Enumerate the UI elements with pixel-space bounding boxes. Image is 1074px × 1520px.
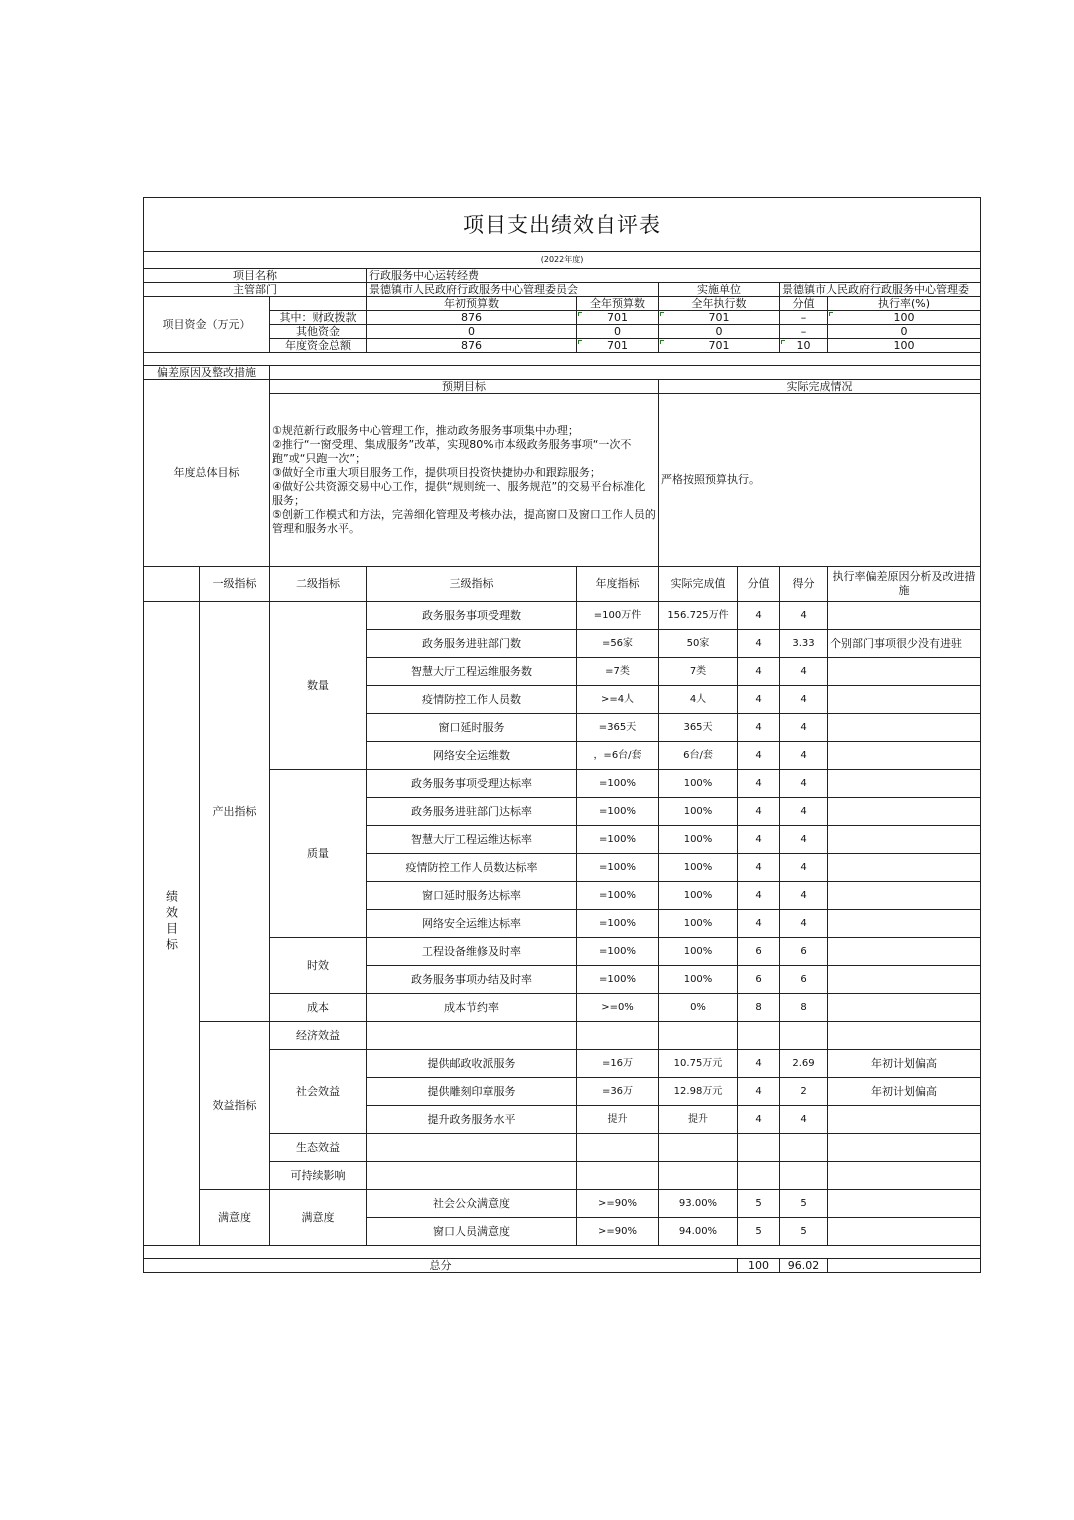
level1-satisfaction: 满意度 xyxy=(200,1190,270,1246)
level2-sustainable: 可持续影响 xyxy=(270,1162,367,1190)
indicator-actual xyxy=(659,1022,738,1050)
indicator-note xyxy=(828,1022,981,1050)
indicator-actual: 7类 xyxy=(659,658,738,686)
funds-cell: 100 xyxy=(828,339,981,353)
indicator-target: =100% xyxy=(577,910,659,938)
indicator-score: 5 xyxy=(738,1190,780,1218)
level2-quality: 质量 xyxy=(270,770,367,938)
expected-goal-line: ③做好全市重大项目服务工作，提供项目投资快捷协办和跟踪服务； xyxy=(272,466,601,479)
indicator-score: 4 xyxy=(738,1106,780,1134)
indicator-score: 4 xyxy=(738,826,780,854)
indicator-score: 4 xyxy=(738,910,780,938)
indicator-score: 4 xyxy=(738,1078,780,1106)
level1-output: 产出指标 xyxy=(200,602,270,1022)
indicator-actual: 4人 xyxy=(659,686,738,714)
expected-header: 预期目标 xyxy=(270,380,659,394)
indicator-score: 4 xyxy=(738,742,780,770)
expected-goal-line: ⑤创新工作模式和方法，完善细化管理及考核办法，提高窗口及窗口工作人员的管理和服务水平。 xyxy=(272,508,656,535)
funds-cell xyxy=(828,311,981,325)
funds-header: 全年预算数 xyxy=(577,297,659,311)
indicator-name: 政务服务事项办结及时率 xyxy=(367,966,577,994)
project-name-label: 项目名称 xyxy=(144,269,367,283)
indicator-actual: 100% xyxy=(659,938,738,966)
level2-ecological: 生态效益 xyxy=(270,1134,367,1162)
level1-benefit: 效益指标 xyxy=(200,1022,270,1190)
indicator-score: 4 xyxy=(738,714,780,742)
indicator-got xyxy=(780,1022,828,1050)
indicator-actual: 6台/套 xyxy=(659,742,738,770)
indicator-note xyxy=(828,910,981,938)
actual-header: 实际完成情况 xyxy=(659,380,981,394)
indicator-score: 4 xyxy=(738,882,780,910)
indicator-name: 网络安全运维数 xyxy=(367,742,577,770)
indicator-actual: 100% xyxy=(659,966,738,994)
indicator-target: =100万件 xyxy=(577,602,659,630)
indicator-got: 4 xyxy=(780,826,828,854)
indicator-header-blank xyxy=(144,567,200,602)
indicator-target: =100% xyxy=(577,938,659,966)
indicator-score: 6 xyxy=(738,938,780,966)
indicator-note xyxy=(828,1218,981,1246)
evaluation-table xyxy=(143,197,981,1273)
funds-row-label: 其中：财政拨款 xyxy=(270,311,367,325)
indicator-target: =16万 xyxy=(577,1050,659,1078)
deviation-label: 偏差原因及整改措施 xyxy=(144,366,270,380)
impl-label: 实施单位 xyxy=(659,283,780,297)
indicator-target: =100% xyxy=(577,770,659,798)
indicator-note: 年初计划偏高 xyxy=(828,1050,981,1078)
indicator-score: 4 xyxy=(738,798,780,826)
indicator-target: =100% xyxy=(577,798,659,826)
funds-row-label: 其他资金 xyxy=(270,325,367,339)
indicator-name: 窗口人员满意度 xyxy=(367,1218,577,1246)
indicator-target: >=0% xyxy=(577,994,659,1022)
indicator-header: 年度指标 xyxy=(577,567,659,602)
funds-cell: 701 xyxy=(659,311,780,325)
indicator-target: >=90% xyxy=(577,1218,659,1246)
indicator-note: 个别部门事项很少没有进驻 xyxy=(828,630,981,658)
indicator-actual: 提升 xyxy=(659,1106,738,1134)
indicator-header: 得分 xyxy=(780,567,828,602)
indicator-score: 6 xyxy=(738,966,780,994)
indicator-got: 4 xyxy=(780,882,828,910)
indicator-actual: 365天 xyxy=(659,714,738,742)
indicator-target: =365天 xyxy=(577,714,659,742)
indicator-actual: 100% xyxy=(659,770,738,798)
impl-name: 景德镇市人民政府行政服务中心管理委 xyxy=(780,283,981,297)
indicator-got: 4 xyxy=(780,1106,828,1134)
actual-result-text: 严格按照预算执行。 xyxy=(659,394,981,567)
evaluation-sheet xyxy=(143,197,980,1273)
perf-goal-side-label xyxy=(144,602,200,1246)
funds-cell: 876 xyxy=(367,311,577,325)
indicator-actual: 10.75万元 xyxy=(659,1050,738,1078)
goals-label: 年度总体目标 xyxy=(144,380,270,567)
deviation-value xyxy=(270,366,981,380)
indicator-target: =56家 xyxy=(577,630,659,658)
indicator-header: 分值 xyxy=(738,567,780,602)
indicator-score: 4 xyxy=(738,1050,780,1078)
indicator-note xyxy=(828,686,981,714)
indicator-name: 疫情防控工作人员数达标率 xyxy=(367,854,577,882)
indicator-name: 政务服务进驻部门数 xyxy=(367,630,577,658)
indicator-note xyxy=(828,1134,981,1162)
indicator-name: 窗口延时服务达标率 xyxy=(367,882,577,910)
total-score: 100 xyxy=(738,1259,780,1273)
project-name: 行政服务中心运转经费 xyxy=(367,269,981,283)
indicator-name: 智慧大厅工程运维服务数 xyxy=(367,658,577,686)
indicator-note xyxy=(828,1190,981,1218)
indicator-score xyxy=(738,1022,780,1050)
indicator-name: 政务服务进驻部门达标率 xyxy=(367,798,577,826)
level2-timeliness: 时效 xyxy=(270,938,367,994)
indicator-score: 4 xyxy=(738,630,780,658)
indicator-note xyxy=(828,966,981,994)
indicator-got xyxy=(780,1134,828,1162)
indicator-got xyxy=(780,1162,828,1190)
funds-cell: 0 xyxy=(367,325,577,339)
funds-row-label: 年度资金总额 xyxy=(270,339,367,353)
funds-header xyxy=(828,297,981,311)
spacer-row xyxy=(144,353,981,366)
indicator-note xyxy=(828,602,981,630)
indicator-name: 网络安全运维达标率 xyxy=(367,910,577,938)
indicator-note xyxy=(828,854,981,882)
indicator-got: 4 xyxy=(780,910,828,938)
indicator-got: 4 xyxy=(780,742,828,770)
total-note xyxy=(828,1259,981,1273)
dept-label: 主管部门 xyxy=(144,283,367,297)
indicator-got: 4 xyxy=(780,602,828,630)
indicator-target xyxy=(577,1022,659,1050)
indicator-actual: 100% xyxy=(659,826,738,854)
indicator-got: 2.69 xyxy=(780,1050,828,1078)
expected-goals-text xyxy=(270,394,659,567)
level2-economic: 经济效益 xyxy=(270,1022,367,1050)
indicator-name: 提供邮政收派服务 xyxy=(367,1050,577,1078)
funds-cell: 701 xyxy=(659,339,780,353)
indicator-actual: 0% xyxy=(659,994,738,1022)
spacer-row xyxy=(144,1246,981,1259)
indicator-note xyxy=(828,658,981,686)
perf-goal-side-text: 绩效目标 xyxy=(164,890,179,954)
indicator-actual: 100% xyxy=(659,854,738,882)
indicator-name xyxy=(367,1134,577,1162)
indicator-note xyxy=(828,714,981,742)
indicator-note: 年初计划偏高 xyxy=(828,1078,981,1106)
year-label: (2022年度) xyxy=(144,252,981,269)
funds-cell: 0 xyxy=(577,325,659,339)
indicator-name: 政务服务事项受理数 xyxy=(367,602,577,630)
indicator-target: =7类 xyxy=(577,658,659,686)
indicator-actual: 93.00% xyxy=(659,1190,738,1218)
indicator-note xyxy=(828,938,981,966)
indicator-target: 提升 xyxy=(577,1106,659,1134)
indicator-got: 2 xyxy=(780,1078,828,1106)
indicator-name: 提供雕刻印章服务 xyxy=(367,1078,577,1106)
indicator-got: 6 xyxy=(780,938,828,966)
indicator-target: =100% xyxy=(577,882,659,910)
total-got: 96.02 xyxy=(780,1259,828,1273)
indicator-name: 疫情防控工作人员数 xyxy=(367,686,577,714)
indicator-got: 4 xyxy=(780,798,828,826)
indicator-name: 智慧大厅工程运维达标率 xyxy=(367,826,577,854)
expected-goals-lines xyxy=(272,424,656,536)
indicator-note xyxy=(828,742,981,770)
funds-cell: – xyxy=(780,325,828,339)
indicator-actual: 94.00% xyxy=(659,1218,738,1246)
indicator-actual: 100% xyxy=(659,910,738,938)
indicator-name xyxy=(367,1162,577,1190)
indicator-target: >=4人 xyxy=(577,686,659,714)
funds-header: 全年执行数 xyxy=(659,297,780,311)
indicator-got: 5 xyxy=(780,1190,828,1218)
indicator-note xyxy=(828,770,981,798)
indicator-got: 4 xyxy=(780,686,828,714)
indicator-got: 3.33 xyxy=(780,630,828,658)
indicator-got: 4 xyxy=(780,854,828,882)
indicator-got: 5 xyxy=(780,1218,828,1246)
indicator-name: 政务服务事项受理达标率 xyxy=(367,770,577,798)
indicator-score xyxy=(738,1162,780,1190)
indicator-score: 4 xyxy=(738,658,780,686)
indicator-header: 执行率偏差原因分析及改进措施 xyxy=(828,567,981,602)
expected-goal-line: ①规范新行政服务中心管理工作，推动政务服务事项集中办理； xyxy=(272,424,579,437)
indicator-header: 三级指标 xyxy=(367,567,577,602)
indicator-got: 6 xyxy=(780,966,828,994)
expected-goal-line: ②推行“一窗受理、集成服务”改革，实现80%市本级政务服务事项“一次不跑”或“只跑一次”； xyxy=(272,438,632,465)
level2-cost: 成本 xyxy=(270,994,367,1022)
funds-label: 项目资金（万元） xyxy=(144,297,270,353)
funds-header: 年初预算数 xyxy=(367,297,577,311)
funds-header-blank xyxy=(270,297,367,311)
funds-cell-rate: 100 xyxy=(893,310,915,324)
total-label: 总分 xyxy=(144,1259,738,1273)
indicator-actual xyxy=(659,1134,738,1162)
indicator-got: 4 xyxy=(780,658,828,686)
indicator-target: =36万 xyxy=(577,1078,659,1106)
funds-header-rate: 执行率(%) xyxy=(878,296,931,310)
indicator-name: 窗口延时服务 xyxy=(367,714,577,742)
indicator-header: 二级指标 xyxy=(270,567,367,602)
indicator-note xyxy=(828,826,981,854)
indicator-actual: 50家 xyxy=(659,630,738,658)
indicator-target: >=90% xyxy=(577,1190,659,1218)
funds-cell: 876 xyxy=(367,339,577,353)
indicator-score: 4 xyxy=(738,602,780,630)
indicator-name xyxy=(367,1022,577,1050)
indicator-score: 8 xyxy=(738,994,780,1022)
level2-social: 社会效益 xyxy=(270,1050,367,1134)
indicator-note xyxy=(828,1106,981,1134)
indicator-target xyxy=(577,1162,659,1190)
indicator-target: =100% xyxy=(577,826,659,854)
indicator-target: =100% xyxy=(577,854,659,882)
funds-cell: 10 xyxy=(780,339,828,353)
indicator-score xyxy=(738,1134,780,1162)
funds-cell: 701 xyxy=(577,339,659,353)
indicator-got: 4 xyxy=(780,770,828,798)
indicator-actual: 100% xyxy=(659,882,738,910)
indicator-score: 4 xyxy=(738,770,780,798)
indicator-note xyxy=(828,882,981,910)
indicator-target: ，=6台/套 xyxy=(577,742,659,770)
indicator-name: 提升政务服务水平 xyxy=(367,1106,577,1134)
indicator-name: 成本节约率 xyxy=(367,994,577,1022)
funds-cell: – xyxy=(780,311,828,325)
indicator-header: 一级指标 xyxy=(200,567,270,602)
page-title: 项目支出绩效自评表 xyxy=(144,198,981,252)
indicator-score: 5 xyxy=(738,1218,780,1246)
indicator-actual: 100% xyxy=(659,798,738,826)
indicator-name: 社会公众满意度 xyxy=(367,1190,577,1218)
indicator-actual: 12.98万元 xyxy=(659,1078,738,1106)
funds-cell: 0 xyxy=(828,325,981,339)
expected-goal-line: ④做好公共资源交易中心工作，提供“规则统一、服务规范”的交易平台标准化服务； xyxy=(272,480,646,507)
indicator-score: 4 xyxy=(738,686,780,714)
indicator-name: 工程设备维修及时率 xyxy=(367,938,577,966)
indicator-target xyxy=(577,1134,659,1162)
indicator-header: 实际完成值 xyxy=(659,567,738,602)
funds-cell: 701 xyxy=(577,311,659,325)
indicator-note xyxy=(828,798,981,826)
indicator-note xyxy=(828,994,981,1022)
indicator-score: 4 xyxy=(738,854,780,882)
indicator-got: 8 xyxy=(780,994,828,1022)
indicator-note xyxy=(828,1162,981,1190)
indicator-actual xyxy=(659,1162,738,1190)
level2-quantity: 数量 xyxy=(270,602,367,770)
indicator-actual: 156.725万件 xyxy=(659,602,738,630)
indicator-target: =100% xyxy=(577,966,659,994)
funds-cell: 0 xyxy=(659,325,780,339)
dept-name: 景德镇市人民政府行政服务中心管理委员会 xyxy=(367,283,659,297)
funds-header: 分值 xyxy=(780,297,828,311)
indicator-got: 4 xyxy=(780,714,828,742)
level2-satisfaction: 满意度 xyxy=(270,1190,367,1246)
